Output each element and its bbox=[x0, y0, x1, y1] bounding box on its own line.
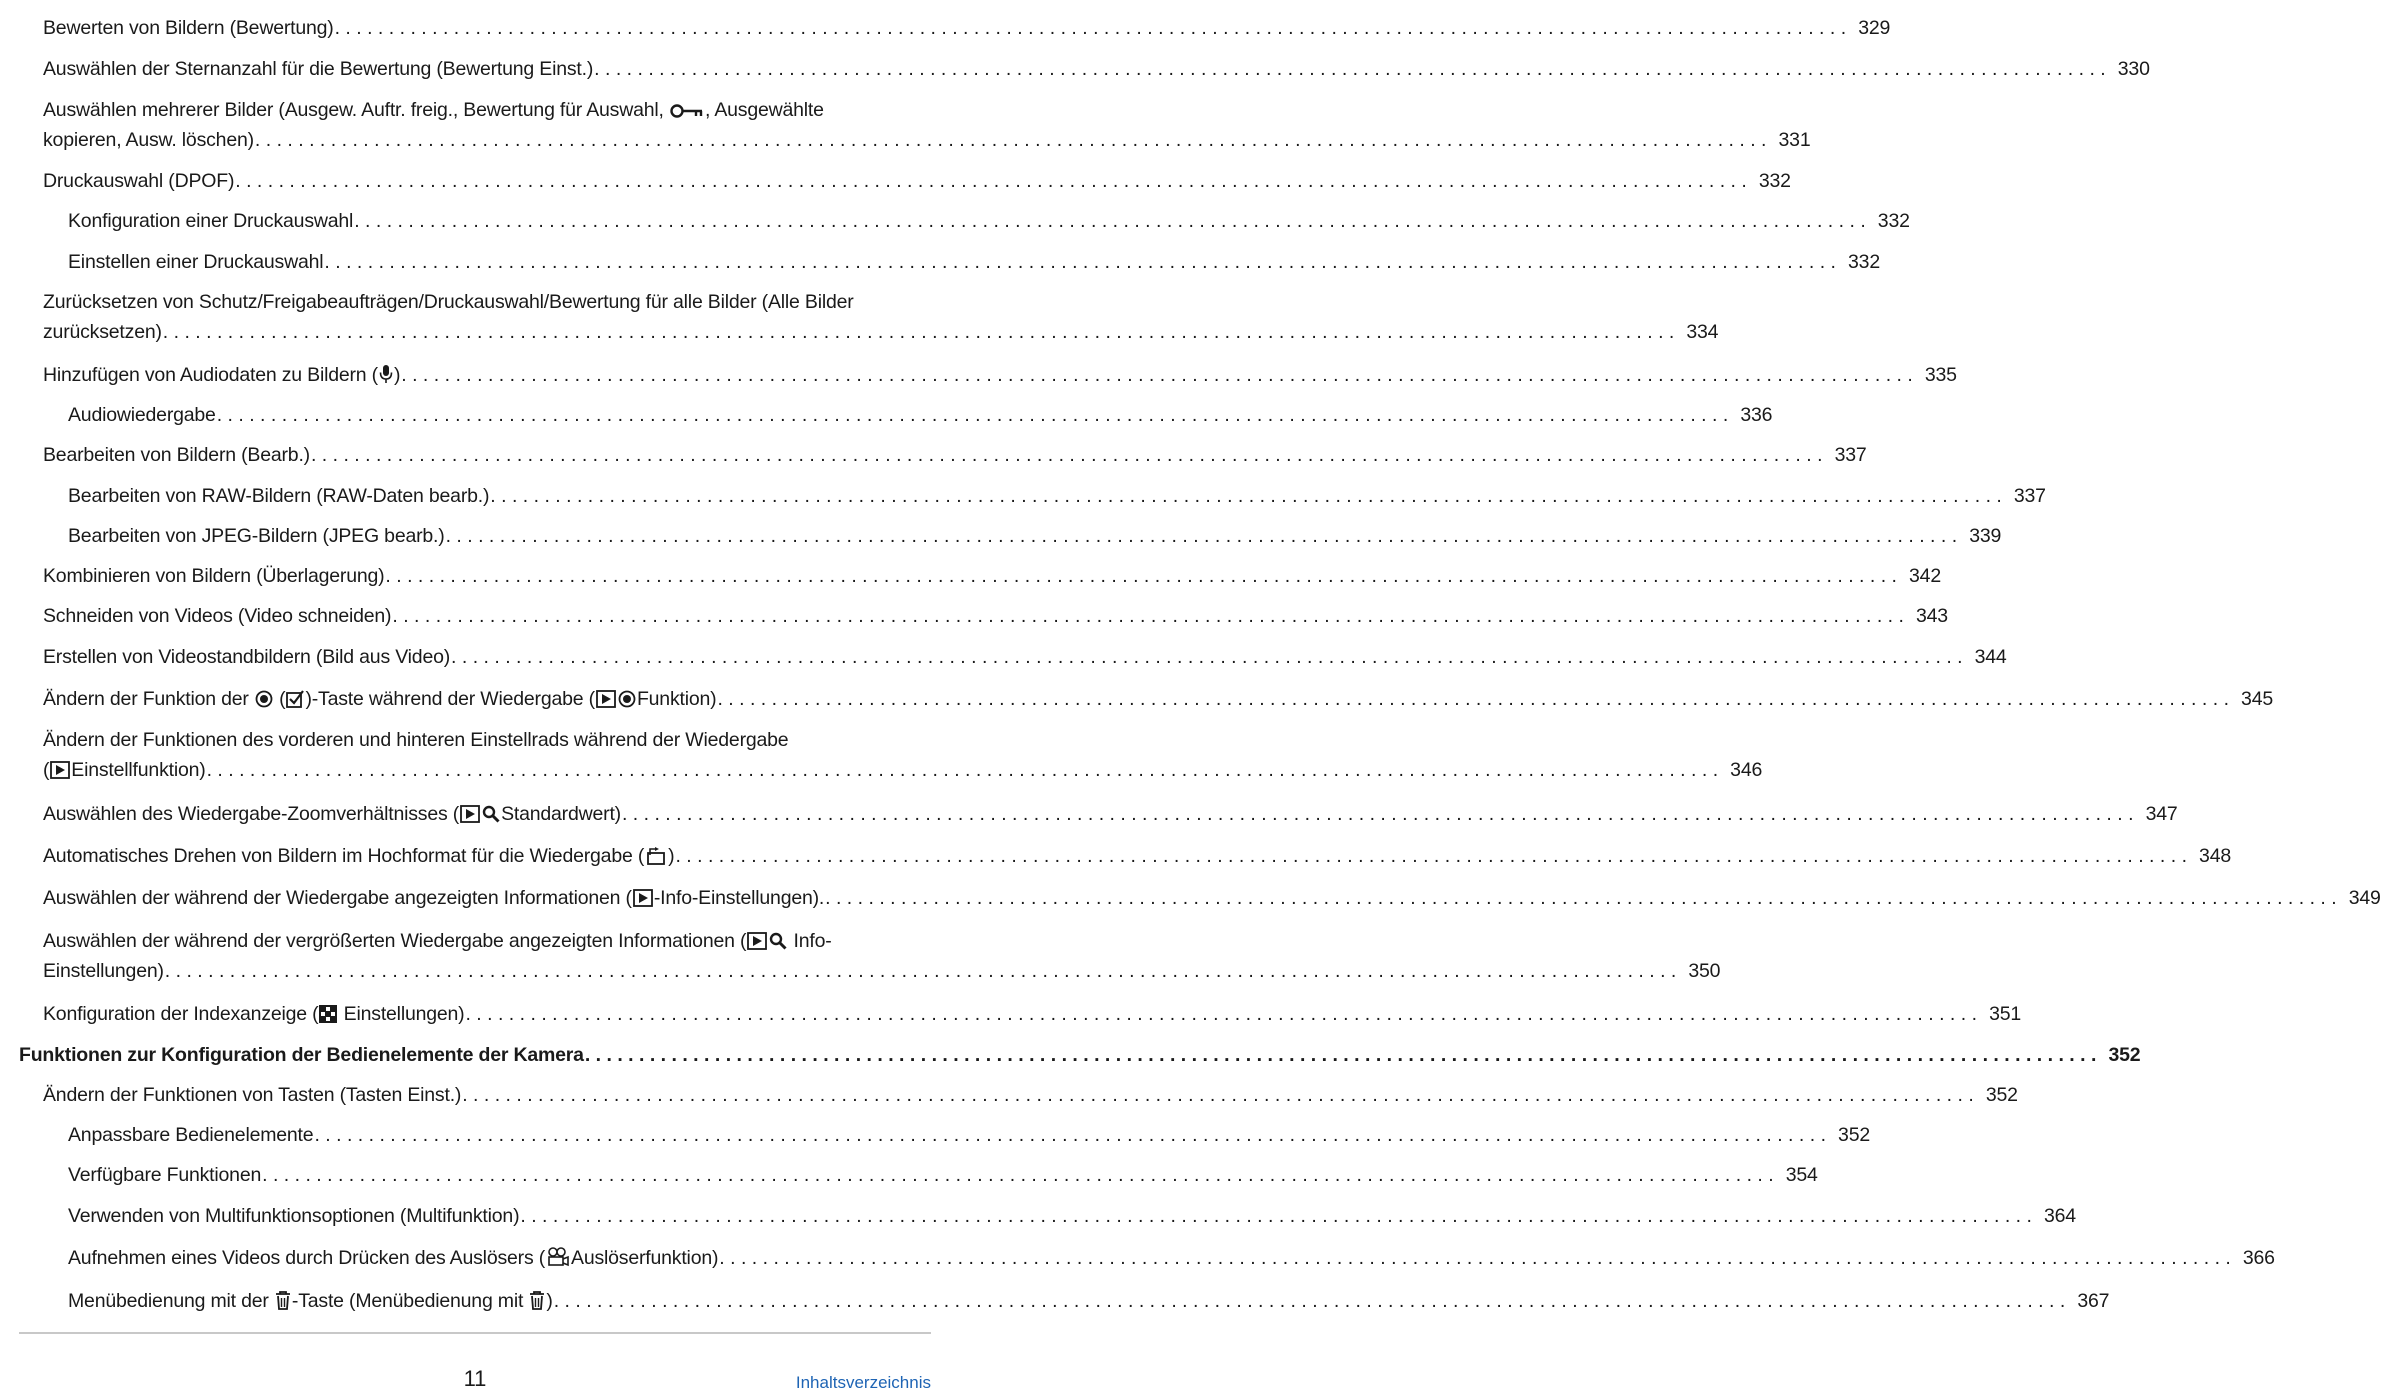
playback-icon bbox=[460, 805, 480, 823]
focus-point-icon bbox=[618, 690, 636, 708]
key-icon bbox=[670, 103, 704, 119]
page-number: 339 bbox=[1969, 525, 2002, 547]
trash-icon bbox=[275, 1290, 291, 1310]
page-number: 331 bbox=[1778, 129, 1811, 151]
toc-entry[interactable]: Druckauswahl (DPOF) . . . 332 bbox=[43, 166, 931, 196]
toc-entry[interactable]: Auswählen mehrerer Bilder (Ausgew. Auftr. freig., Bewertung für Auswahl, , Ausgewählte kopieren, Ausw. löschen) . . . 331 bbox=[43, 95, 931, 155]
toc-entry[interactable]: Kombinieren von Bildern (Überlagerung) . . . 342 bbox=[43, 561, 931, 591]
toc-entry[interactable]: Verwenden von Multifunktionsoptionen (Multifunktion) . . . 364 bbox=[68, 1201, 931, 1231]
toc-entry[interactable]: Konfiguration der Indexanzeige ( Einstellungen) . . . 351 bbox=[43, 999, 931, 1029]
microphone-icon bbox=[379, 364, 393, 384]
toc-entry[interactable]: Hinzufügen von Audiodaten zu Bildern ( ) . . . 335 bbox=[43, 360, 931, 390]
toc-entry[interactable]: Aufnehmen eines Videos durch Drücken des Auslösers ( Auslöserfunktion) . . . 366 bbox=[68, 1243, 931, 1273]
page-number: 337 bbox=[2013, 485, 2046, 507]
toc-entry[interactable]: Ändern der Funktion der ( )-Taste während der Wiedergabe ( Funktion) . . . 345 bbox=[43, 684, 931, 714]
index-grid-icon bbox=[319, 1005, 337, 1023]
page-number: 348 bbox=[2199, 845, 2231, 867]
toc-entry[interactable]: Verfügbare Funktionen . . . 354 bbox=[68, 1160, 931, 1190]
rotate-icon bbox=[645, 847, 667, 865]
page-number: 336 bbox=[1740, 404, 1773, 426]
toc-entry[interactable]: Auswählen der während der Wiedergabe angezeigten Informationen ( -Info-Einstellungen). . . . 349 bbox=[43, 883, 931, 913]
footer-page-number: 11 bbox=[463, 1366, 487, 1391]
page-number: 332 bbox=[1848, 251, 1880, 273]
checkbox-icon bbox=[286, 690, 304, 708]
toc-entry[interactable]: Konfiguration einer Druckauswahl . . . 332 bbox=[68, 206, 931, 236]
page-number: 354 bbox=[1785, 1164, 1818, 1186]
page-number: 335 bbox=[1924, 364, 1957, 386]
page-number: 351 bbox=[1989, 1003, 2022, 1025]
page-number: 349 bbox=[2348, 887, 2381, 909]
toc-section-heading[interactable]: Funktionen zur Konfiguration der Bedienelemente der Kamera . . . 352 bbox=[19, 1040, 931, 1070]
zoom-icon bbox=[482, 805, 500, 823]
toc-entry[interactable]: Ändern der Funktionen von Tasten (Tasten Einst.) . . . 352 bbox=[43, 1080, 931, 1110]
toc-entry[interactable]: Erstellen von Videostandbildern (Bild aus Video) . . . 344 bbox=[43, 642, 931, 672]
page-number: 343 bbox=[1915, 605, 1948, 627]
toc-entry[interactable]: Bearbeiten von Bildern (Bearb.) . . . 337 bbox=[43, 440, 931, 470]
page-number: 364 bbox=[2043, 1205, 2076, 1227]
playback-icon bbox=[50, 761, 70, 779]
toc-entry[interactable]: Bearbeiten von JPEG-Bildern (JPEG bearb.) . . . 339 bbox=[68, 521, 931, 551]
toc-entry[interactable]: Ändern der Funktionen des vorderen und hinteren Einstellrads während der Wiedergabe ( Einstellfunktion) . . . 346 bbox=[43, 725, 931, 785]
page-number: 366 bbox=[2242, 1247, 2275, 1269]
page-number: 352 bbox=[2108, 1044, 2141, 1066]
page-number: 337 bbox=[1834, 444, 1867, 466]
toc-entry[interactable]: Menübedienung mit der -Taste (Menübedienung mit ) . . . 367 bbox=[68, 1286, 931, 1316]
page-number: 329 bbox=[1858, 17, 1891, 39]
toc-entry[interactable]: Automatisches Drehen von Bildern im Hochformat für die Wiedergabe ( ) . . . 348 bbox=[43, 841, 931, 871]
toc-entry[interactable]: Auswählen der Sternanzahl für die Bewertung (Bewertung Einst.) . . . 330 bbox=[43, 54, 931, 84]
movie-camera-icon bbox=[546, 1247, 570, 1267]
toc-entry[interactable]: Bearbeiten von RAW-Bildern (RAW-Daten bearb.) . . . 337 bbox=[68, 481, 931, 511]
playback-icon bbox=[596, 690, 616, 708]
page-number: 345 bbox=[2241, 688, 2273, 710]
trash-icon bbox=[529, 1290, 545, 1310]
toc-entry[interactable]: Einstellen einer Druckauswahl . . . 332 bbox=[68, 247, 931, 277]
page-number: 330 bbox=[2117, 58, 2150, 80]
playback-icon bbox=[747, 932, 767, 950]
page-number: 342 bbox=[1909, 565, 1941, 587]
toc-link[interactable]: Inhaltsverzeichnis bbox=[795, 1373, 931, 1392]
toc-entry[interactable]: Schneiden von Videos (Video schneiden) . . . 343 bbox=[43, 601, 931, 631]
toc-entry[interactable]: Zurücksetzen von Schutz/Freigabeaufträgen/Druckauswahl/Bewertung für alle Bilder (Alle Bilder zurücksetzen) . . . 334 bbox=[43, 287, 931, 347]
page-number: 332 bbox=[1877, 210, 1910, 232]
page-number: 347 bbox=[2145, 803, 2178, 825]
page-number: 344 bbox=[1974, 646, 2007, 668]
page-number: 350 bbox=[1688, 960, 1721, 982]
footer-divider bbox=[19, 1332, 931, 1334]
toc-entry[interactable]: Bewerten von Bildern (Bewertung) . . . 329 bbox=[43, 13, 931, 43]
page-number: 334 bbox=[1686, 321, 1719, 343]
page-number: 346 bbox=[1730, 759, 1763, 781]
toc-entry[interactable]: Auswählen der während der vergrößerten Wiedergabe angezeigten Informationen ( Info- Einstellungen) . . . 350 bbox=[43, 926, 931, 986]
focus-point-icon bbox=[255, 690, 273, 708]
toc-entry[interactable]: Anpassbare Bedienelemente . . . 352 bbox=[68, 1120, 931, 1150]
playback-icon bbox=[633, 889, 653, 907]
page-number: 352 bbox=[1838, 1124, 1870, 1146]
page-number: 332 bbox=[1758, 170, 1791, 192]
toc-entry[interactable]: Audiowiedergabe . . . 336 bbox=[68, 400, 931, 430]
zoom-icon bbox=[769, 932, 787, 950]
page-number: 352 bbox=[1985, 1084, 2018, 1106]
toc-entry[interactable]: Auswählen des Wiedergabe-Zoomverhältnisses ( Standardwert) . . . 347 bbox=[43, 799, 931, 829]
page-number: 367 bbox=[2077, 1290, 2110, 1312]
